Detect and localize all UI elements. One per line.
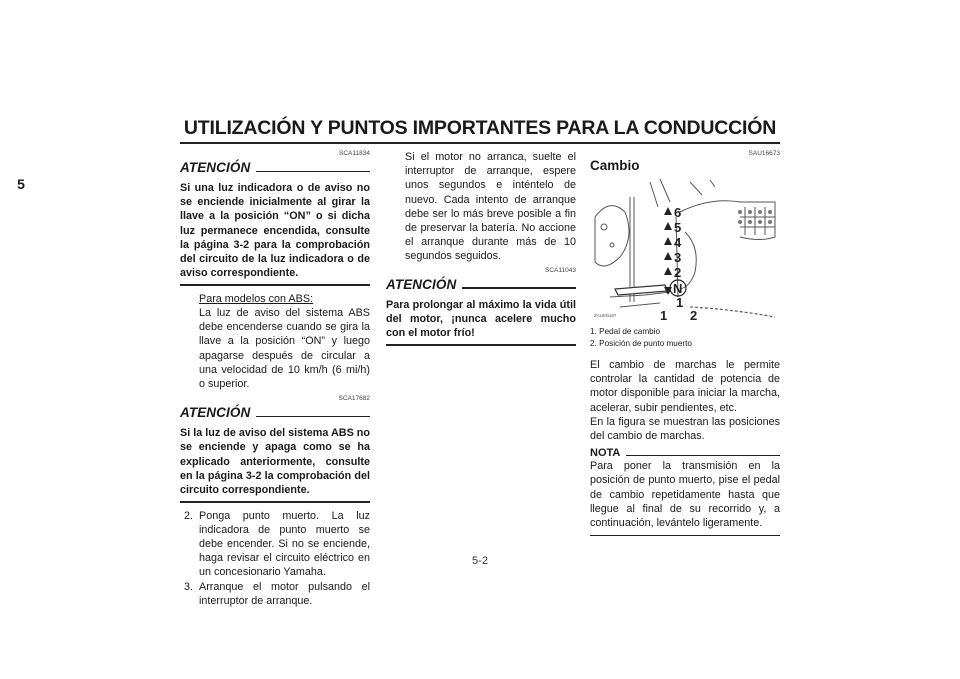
gear-label: N xyxy=(673,281,683,296)
divider xyxy=(180,284,370,285)
shift-pedal-figure xyxy=(590,177,780,322)
column-right xyxy=(590,150,780,536)
note-header xyxy=(590,447,780,459)
page-number: 5-2 xyxy=(472,555,488,567)
figure-captions xyxy=(590,326,780,350)
column-left xyxy=(180,150,370,608)
note-label: NOTA xyxy=(590,447,621,460)
caution-text: Si la luz de aviso del sistema ABS no se enciende y apaga como se ha explicado anteriormente, consulte en la página 3-2 la comprobación del circuito correspondiente. xyxy=(180,427,370,497)
abs-heading: Para modelos con ABS: xyxy=(199,292,314,305)
shift-paragraph-2: En la figura se muestran las posiciones del cambio de marchas. xyxy=(590,415,780,443)
caution-text: Si una luz indicadora o de aviso no se enciende inicialmente al girar la llave a la posición “ON” o si dicha luz permanece encendida, consulte la página 3-2 para la comprobación del circuito de la luz indicadora o de aviso correspondiente. xyxy=(180,182,370,280)
divider xyxy=(590,535,780,536)
divider xyxy=(626,455,780,456)
caution-header xyxy=(180,405,370,420)
caption-item: 2. Posición de punto muerto xyxy=(590,339,692,348)
caption-item: 1. Pedal de cambio xyxy=(590,327,661,336)
gear-label: 4 xyxy=(674,235,682,250)
caution-header xyxy=(180,160,370,175)
step-text: Arranque el motor pulsando el interruptor de arranque. xyxy=(199,580,370,607)
step-text: Ponga punto muerto. La luz indicadora de punto muerto se debe encender. Si no se enciende, haga revisar el circuito eléctrico en un concesionario Yamaha. xyxy=(199,509,370,579)
list-item xyxy=(180,509,370,580)
gear-label: 6 xyxy=(674,205,682,220)
step-number: 3. xyxy=(184,580,194,593)
divider xyxy=(386,344,576,345)
divider xyxy=(462,287,576,288)
start-paragraph: Si el motor no arranca, suelte el interruptor de arranque, espere unos segundos e inténtelo de nuevo. Cada intento de arranque debe ser lo más breve posible a fin de preservar la batería. No accione el arranque durante más de 10 segundos seguidos. xyxy=(405,151,576,263)
abs-paragraph: La luz de aviso del sistema ABS debe encenderse cuando se gira la llave a la posición “ON” y luego apagarse después de circular a una velocidad de 10 km/h (6 mi/h) o superior. xyxy=(199,307,370,391)
figure-code: ZAUM1187 xyxy=(594,313,617,318)
callout-number: 2 xyxy=(690,308,698,322)
reference-code: SAU16673 xyxy=(748,150,780,157)
motorcycle-shift-illustration xyxy=(590,177,780,322)
note-text: Para poner la transmisión en la posición de punto muerto, pise el pedal de cambio repetidamente hasta que llegue al final de su recorrido y, a continuación, levántelo ligeramente. xyxy=(590,460,780,530)
caution-header xyxy=(386,277,576,292)
gear-label: 3 xyxy=(674,250,682,265)
list-item xyxy=(180,580,370,608)
chapter-number: 5 xyxy=(17,176,25,192)
reference-code: SCA11043 xyxy=(545,266,576,274)
reference-code: SCA17682 xyxy=(338,395,370,403)
step-number: 2. xyxy=(184,509,194,522)
section-title: Cambio xyxy=(590,158,640,173)
caution-text: Para prolongar al máximo la vida útil del motor, ¡nunca acelere mucho con el motor frío! xyxy=(386,298,576,340)
caution-label: ATENCIÓN xyxy=(386,276,457,292)
gear-label: 5 xyxy=(674,220,682,235)
header-rule xyxy=(180,142,780,144)
divider xyxy=(256,171,370,172)
page-header-title: UTILIZACIÓN Y PUNTOS IMPORTANTES PARA LA CONDUCCIÓN xyxy=(183,117,777,139)
step-list xyxy=(180,509,370,608)
caution-label: ATENCIÓN xyxy=(180,405,251,421)
reference-code: SCA11834 xyxy=(339,150,370,157)
column-middle xyxy=(386,150,576,346)
callout-number: 1 xyxy=(660,308,668,322)
caution-label: ATENCIÓN xyxy=(180,160,251,175)
gear-label: 2 xyxy=(674,265,682,280)
divider xyxy=(256,416,370,417)
divider xyxy=(180,501,370,502)
gear-label: 1 xyxy=(676,295,684,310)
shift-paragraph: El cambio de marchas le permite controlar la cantidad de potencia de motor disponible para iniciar la marcha, acelerar, subir pendientes, etc. xyxy=(590,359,780,414)
